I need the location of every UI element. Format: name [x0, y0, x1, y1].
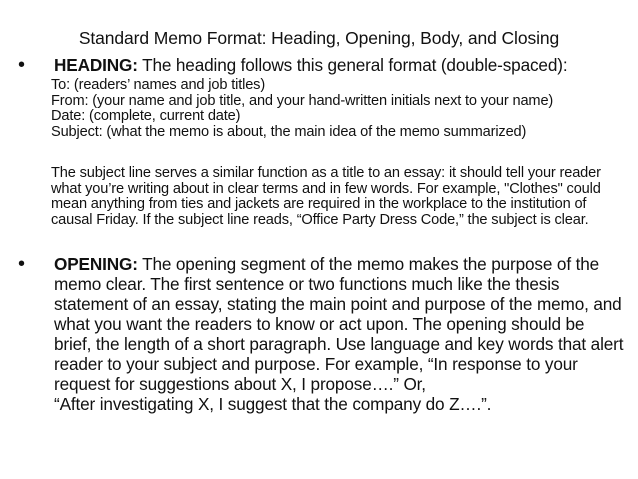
- heading-label: HEADING:: [54, 55, 138, 75]
- heading-bullet: [14, 55, 624, 75]
- opening-description: The opening segment of the memo makes the purpose of the memo clear. The first sentence or two functions much like the thesis statement of an essay, stating the main point and purpose of the memo, and what you want the readers to know or act upon. The opening should be brief, the length of a short paragraph. Use language and key words that alert reader to your subject and purpose. For example, “In response to your request for suggestions about X, I propose….” Or,: [54, 254, 624, 394]
- opening-bullet: [14, 254, 624, 414]
- opening-bullet-text: [54, 254, 624, 414]
- field-date: Date: (complete, current date): [51, 108, 241, 125]
- field-to: To: (readers’ names and job titles): [51, 77, 266, 93]
- opening-label: OPENING:: [54, 254, 138, 274]
- bullet-icon: •: [18, 54, 26, 76]
- subject-note: The subject line serves a similar function as a title to an essay: it should tell your reader what you’re writing about in clear terms and in few words. For example, "Clothes" could mean anything from ties and jackets are required in the workplace to the institution of causal Friday. If the subject line reads, “Office Party Dress Code,” the subject is clear.: [51, 165, 601, 228]
- bullet-icon: •: [18, 253, 26, 275]
- heading-fields: [51, 78, 621, 140]
- slide-title: Standard Memo Format: Heading, Opening, Body, and Closing: [78, 28, 560, 48]
- field-subject: Subject: (what the memo is about, the main idea of the memo summarized): [51, 123, 527, 140]
- heading-bullet-text: [54, 55, 624, 75]
- field-from: From: (your name and job title, and your hand-written initials next to your name): [51, 92, 554, 109]
- opening-example-line: “After investigating X, I suggest that the company do Z….”.: [54, 394, 492, 414]
- heading-description: The heading follows this general format (double-spaced):: [137, 55, 568, 75]
